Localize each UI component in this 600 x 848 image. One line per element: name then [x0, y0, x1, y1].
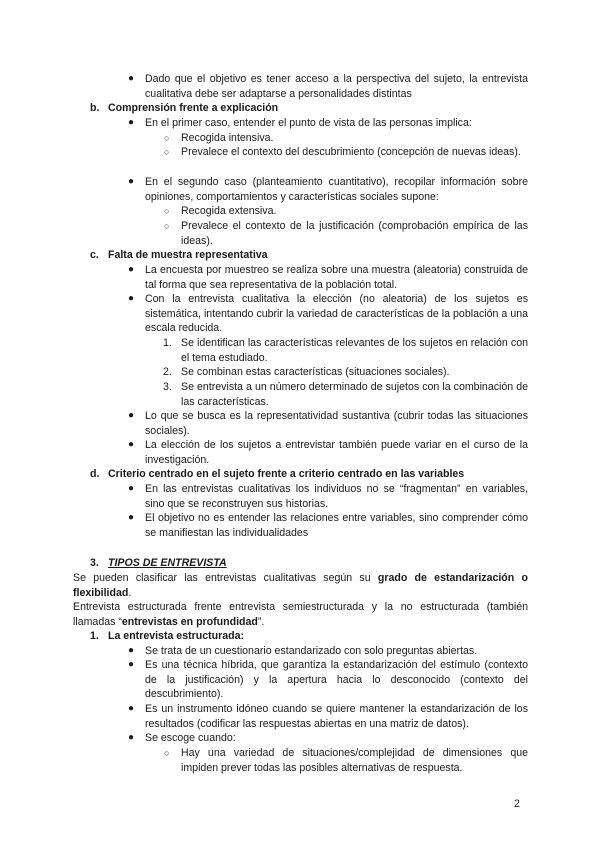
item-c-bullet4: La elección de los sujetos a entrevistar también puede variar en el curso de la investigación.: [145, 439, 528, 466]
item-c-num1: Se identifican las características relevantes de los sujetos en relación con el tema estudiado.: [181, 337, 528, 364]
item-b-title: Comprensión frente a explicación: [108, 102, 279, 114]
bullet-marker: ●: [128, 512, 135, 523]
item-d-bullet2: El objetivo no es entender las relaciones entre variables, sino comprender cómo se manifiestan las individualidades: [145, 512, 528, 539]
bullet-marker: ●: [128, 293, 135, 304]
sub1-bullet3: Es un instrumento idóneo cuando se quiere mantener la estandarización de los resultados (codificar las respuestas abiertas en una matriz de datos).: [145, 703, 528, 730]
sub1-bullet4: Se escoge cuando:: [145, 732, 236, 744]
section3-title: TIPOS DE ENTREVISTA: [108, 557, 227, 569]
item-b-bullet1-sub1: Recogida intensiva.: [181, 132, 274, 144]
bullet-marker: ●: [128, 645, 135, 656]
intro-bullet-text: Dado que el objetivo es tener acceso a la perspectiva del sujeto, la entrevista cualitativa debe ser adaptarse a personalidades distintas: [145, 73, 528, 100]
circle-marker: ○: [164, 147, 170, 157]
bullet-marker: ●: [128, 439, 135, 450]
circle-marker: ○: [164, 221, 170, 231]
item-d-marker: d.: [90, 468, 100, 480]
bullet-marker: ●: [128, 176, 135, 187]
bullet-marker: ●: [128, 73, 135, 84]
sub1-marker: 1.: [90, 630, 99, 642]
page-number: 2: [514, 798, 520, 810]
item-c-title: Falta de muestra representativa: [108, 249, 268, 261]
para2-end: ”.: [257, 615, 265, 628]
bullet-marker: ●: [128, 117, 135, 128]
item-b-bullet2: En el segundo caso (planteamiento cuantitativo), recopilar información sobre opiniones, comportamientos y características sociales supone:: [145, 176, 528, 203]
item-b-bullet2-sub2: Prevalece el contexto de la justificación (comprobación empírica de las ideas).: [181, 220, 528, 247]
bullet-marker: ●: [128, 732, 135, 743]
section3-para1: [73, 571, 528, 600]
item-c-bullet3: Lo que se busca es la representatividad sustantiva (cubrir todas las situaciones sociales).: [145, 410, 528, 437]
para1-bold: grado de estandarización o flexibilidad: [73, 572, 528, 599]
circle-marker: ○: [164, 748, 170, 758]
bullet-marker: ●: [128, 659, 135, 670]
item-c-num2: Se combinan estas características (situaciones sociales).: [181, 366, 450, 378]
item-c-bullet1: La encuesta por muestreo se realiza sobre una muestra (aleatoria) construida de tal forma que sea representativa de la población total.: [145, 264, 528, 291]
para2-text: Entrevista estructurada frente entrevista semiestructurada y la no estructurada (también llamadas “: [73, 601, 528, 628]
bullet-marker: ●: [128, 703, 135, 714]
item-b-bullet1-sub2: Prevalece el contexto del descubrimiento (concepción de nuevas ideas).: [181, 146, 521, 158]
item-d-bullet1: En las entrevistas cualitativas los individuos no se “fragmentan” en variables, sino que se reconstruyen sus historias.: [145, 483, 528, 510]
numbered-marker: 3.: [163, 381, 172, 393]
item-d-title: Criterio centrado en el sujeto frente a criterio centrado en las variables: [108, 468, 465, 480]
para2-bold: entrevistas en profundidad: [121, 615, 258, 628]
numbered-marker: 1.: [163, 337, 172, 349]
circle-marker: ○: [164, 206, 170, 216]
sub1-bullet4-sub1: Hay una variedad de situaciones/complejidad de dimensiones que impiden prever todas las posibles alternativas de respuesta.: [181, 747, 528, 774]
item-c-bullet2: Con la entrevista cualitativa la elección (no aleatoria) de los sujetos es sistemática, intentando cubrir la variedad de características de la población a una escala reducida.: [145, 293, 528, 335]
item-b-bullet2-sub1: Recogida extensiva.: [181, 205, 277, 217]
section3-number: 3.: [90, 557, 99, 569]
bullet-marker: ●: [128, 483, 135, 494]
item-c-num3: Se entrevista a un número determinado de sujetos con la combinación de las características.: [181, 381, 528, 408]
item-b-marker: b.: [90, 102, 100, 114]
circle-marker: ○: [164, 133, 170, 143]
numbered-marker: 2.: [163, 366, 172, 378]
para1-end: .: [128, 586, 132, 599]
para1-text: Se pueden clasificar las entrevistas cualitativas según su: [73, 572, 378, 584]
bullet-marker: ●: [128, 410, 135, 421]
bullet-marker: ●: [128, 264, 135, 275]
sub1-bullet2: Es una técnica híbrida, que garantiza la estandarización del estímulo (contexto de la justificación) y la apertura hacia lo desconocido (contexto del descubrimiento).: [145, 659, 528, 701]
item-b-bullet1: En el primer caso, entender el punto de vista de las personas implica:: [145, 117, 472, 129]
section3-para2: [73, 600, 528, 629]
item-c-marker: c.: [90, 249, 99, 261]
sub1-bullet1: Se trata de un cuestionario estandarizado con solo preguntas abiertas.: [145, 645, 478, 657]
sub1-title: La entrevista estructurada:: [108, 630, 245, 642]
